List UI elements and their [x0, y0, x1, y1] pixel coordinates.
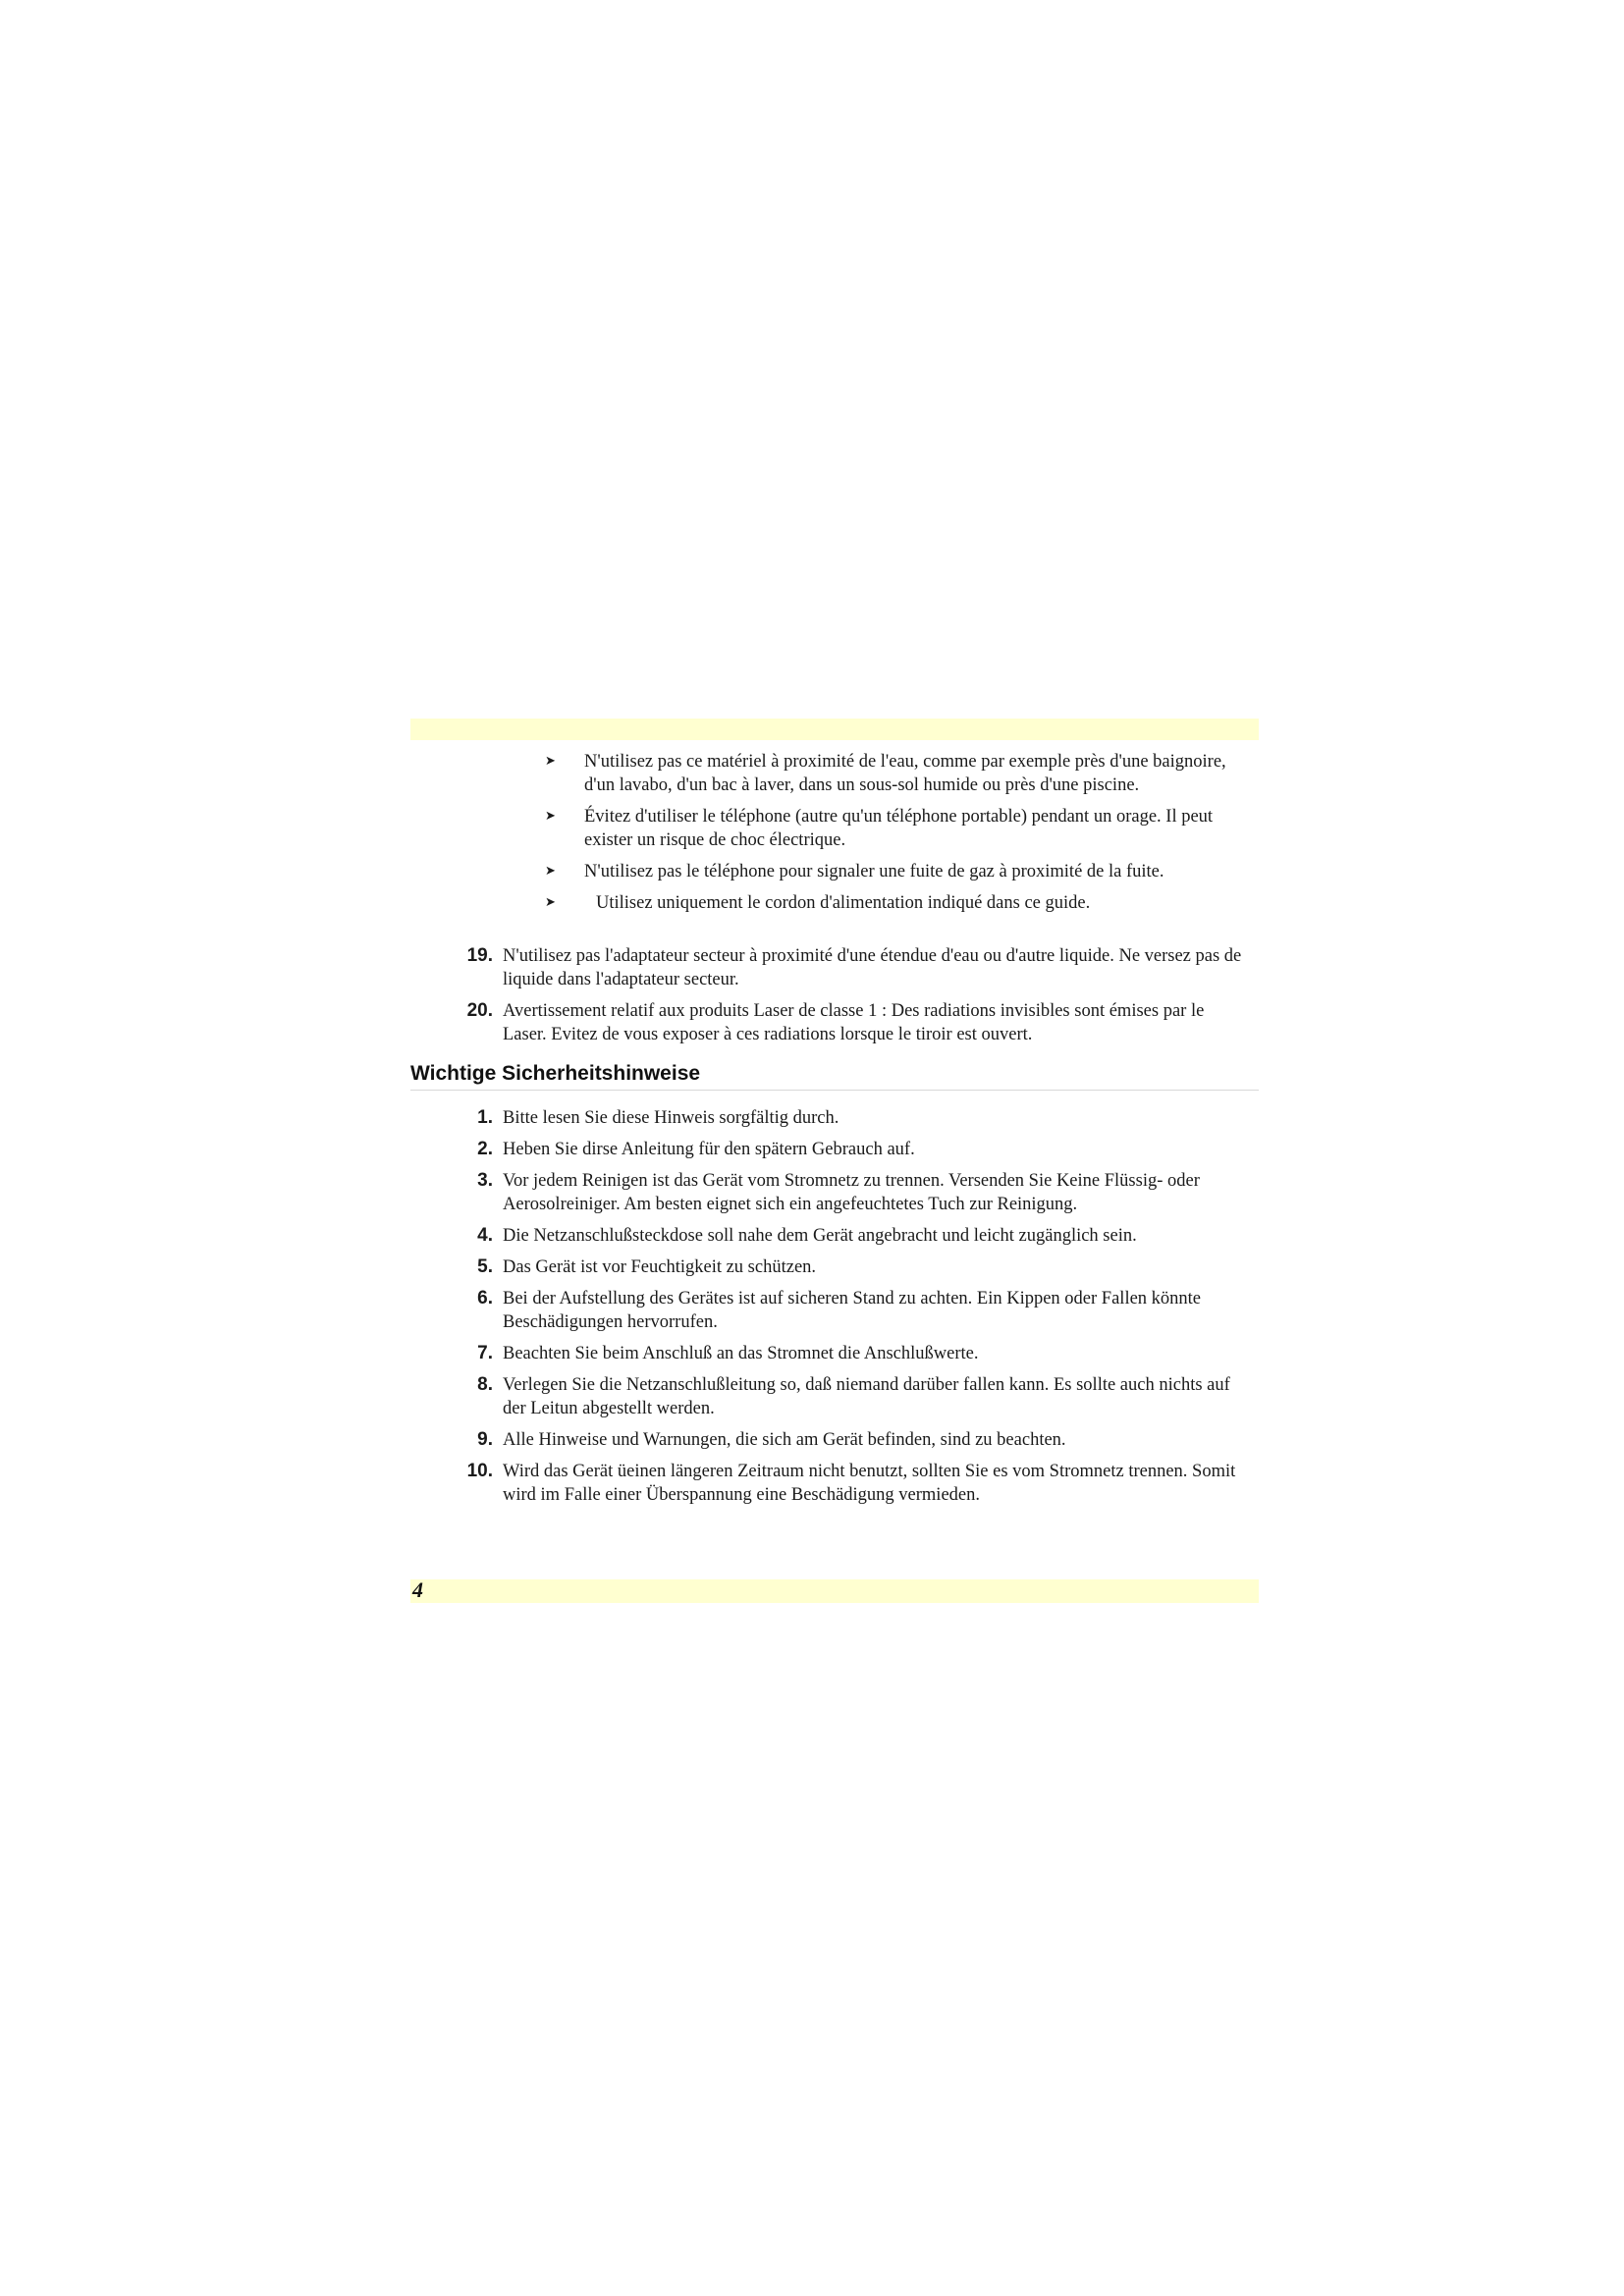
german-numbered-list	[410, 1106, 1259, 1515]
page-number: 4	[412, 1577, 423, 1602]
list-item	[410, 1342, 1259, 1365]
list-item	[410, 944, 1259, 991]
item-number: 1.	[477, 1107, 493, 1128]
section-heading: Wichtige Sicherheitshinweise	[410, 1060, 1259, 1091]
item-number: 10.	[466, 1461, 493, 1481]
bullet-text: Utilisez uniquement le cordon d'alimentation indiqué dans ce guide.	[596, 893, 1091, 913]
list-item	[410, 1460, 1259, 1507]
item-number: 8.	[477, 1374, 493, 1395]
list-item	[410, 999, 1259, 1046]
list-item	[410, 1373, 1259, 1420]
item-text: Avertissement relatif aux produits Laser de classe 1 : Des radiations invisibles sont émises par le Laser. Evitez de vous exposer à ces radiations lorsque le tiroir est ouvert.	[503, 1001, 1205, 1044]
arrow-bullet-icon: ➤	[545, 895, 556, 910]
item-number: 20.	[466, 1000, 493, 1021]
list-item	[540, 860, 1257, 883]
item-text: Beachten Sie beim Anschluß an das Stromnet die Anschlußwerte.	[503, 1344, 979, 1363]
item-text: Die Netzanschlußsteckdose soll nahe dem Gerät angebracht und leicht zugänglich sein.	[503, 1226, 1137, 1246]
item-text: Wird das Gerät üeinen längeren Zeitraum nicht benutzt, sollten Sie es vom Stromnetz trennen. Somit wird im Falle einer Überspannung eine Beschädigung vermieden.	[503, 1462, 1236, 1505]
item-number: 3.	[477, 1170, 493, 1191]
french-numbered-list	[410, 944, 1259, 1054]
item-number: 2.	[477, 1139, 493, 1159]
list-item	[410, 1138, 1259, 1161]
bullet-text: N'utilisez pas ce matériel à proximité de l'eau, comme par exemple près d'une baignoire, d'un lavabo, d'un bac à laver, dans un sous-sol humide ou près d'une piscine.	[584, 752, 1226, 795]
item-number: 19.	[466, 945, 493, 966]
item-text: Verlegen Sie die Netzanschlußleitung so, daß niemand darüber fallen kann. Es sollte auch nichts auf der Leitun abgestellt werden.	[503, 1375, 1230, 1418]
bullet-text: N'utilisez pas le téléphone pour signaler une fuite de gaz à proximité de la fuite.	[584, 862, 1164, 881]
item-number: 4.	[477, 1225, 493, 1246]
arrow-bullet-icon: ➤	[545, 809, 556, 824]
item-text: Bitte lesen Sie diese Hinweis sorgfältig durch.	[503, 1108, 839, 1128]
header-highlight-band	[410, 719, 1259, 740]
list-item	[540, 891, 1257, 915]
bullet-text: Évitez d'utiliser le téléphone (autre qu'un téléphone portable) pendant un orage. Il peut exister un risque de choc électrique.	[584, 807, 1214, 850]
item-text: Bei der Aufstellung des Gerätes ist auf sicheren Stand zu achten. Ein Kippen oder Fallen könnte Beschädigungen hervorrufen.	[503, 1289, 1202, 1332]
list-item	[540, 805, 1257, 852]
item-number: 5.	[477, 1256, 493, 1277]
footer-highlight-band	[410, 1579, 1259, 1603]
list-item	[410, 1169, 1259, 1216]
item-text: Vor jedem Reinigen ist das Gerät vom Stromnetz zu trennen. Versenden Sie Keine Flüssig- oder Aerosolreiniger. Am besten eignet sich ein angefeuchtetes Tuch zur Reinigung.	[503, 1171, 1200, 1214]
item-text: Heben Sie dirse Anleitung für den spätern Gebrauch auf.	[503, 1140, 915, 1159]
list-item	[410, 1428, 1259, 1452]
list-item	[540, 750, 1257, 797]
list-item	[410, 1106, 1259, 1130]
arrow-bullet-icon: ➤	[545, 864, 556, 879]
item-text: N'utilisez pas l'adaptateur secteur à proximité d'une étendue d'eau ou d'autre liquide. Ne versez pas de liquide dans l'adaptateur secteur.	[503, 946, 1242, 989]
item-number: 6.	[477, 1288, 493, 1308]
list-item	[410, 1287, 1259, 1334]
item-text: Das Gerät ist vor Feuchtigkeit zu schützen.	[503, 1257, 817, 1277]
french-bullet-list	[540, 750, 1257, 923]
item-number: 9.	[477, 1429, 493, 1450]
arrow-bullet-icon: ➤	[545, 754, 556, 769]
item-text: Alle Hinweise und Warnungen, die sich am Gerät befinden, sind zu beachten.	[503, 1430, 1066, 1450]
list-item	[410, 1255, 1259, 1279]
item-number: 7.	[477, 1343, 493, 1363]
list-item	[410, 1224, 1259, 1248]
